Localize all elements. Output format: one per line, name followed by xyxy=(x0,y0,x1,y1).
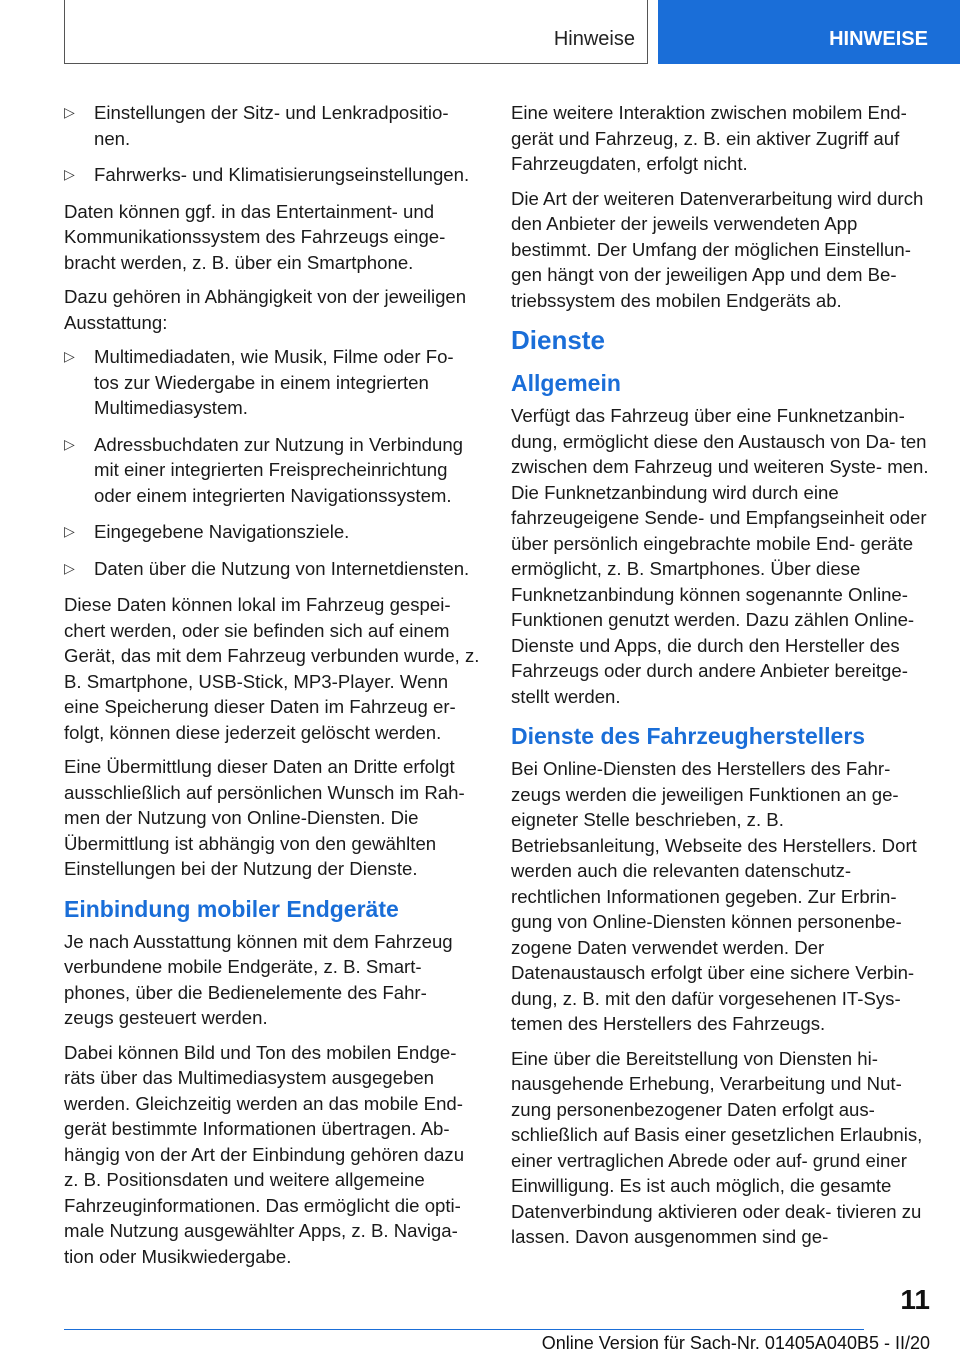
list-item-text: Multimediadaten, wie Musik, Filme oder Fo- tos zur Wiedergabe in einem integrierten Multimediasystem. xyxy=(94,346,454,418)
section-heading: Allgemein xyxy=(511,370,621,396)
paragraph: Eine Übermittlung dieser Daten an Dritte erfolgt ausschließlich auf persönlichen Wunsch im Rah- men der Nutzung von Online-Diensten. Die Übermittlung ist abhängig von den gewählten Einstellungen bei der Nutzung der Dienste. xyxy=(64,756,465,879)
paragraph: Eine über die Bereitstellung von Diensten hi- nausgehende Erhebung, Verarbeitung und Nut- zung personenbezogener Daten erfolgt aus- schließlich auf Basis einer gesetzlichen Erlaubnis, einer vertraglichen Abrede oder auf- grund einer Einwilligung. Es ist auch möglich, die gesamte Datenverbindung aktivieren oder deak- tivieren zu lassen. Davon ausgenommen sind ge- xyxy=(511,1047,923,1247)
page-number: 11 xyxy=(900,1284,930,1315)
list-item-text: Adressbuchdaten zur Nutzung in Verbindung mit einer integrierten Freisprecheinrichtung oder einem integrierten Navigationssystem. xyxy=(94,433,464,506)
paragraph: Eine weitere Interaktion zwischen mobilem End- gerät und Fahrzeug, z. B. ein aktiver Zugriff auf Fahrzeugdaten, erfolgt nicht. xyxy=(511,102,907,174)
list-item xyxy=(64,519,480,545)
footer-divider xyxy=(64,1329,864,1330)
paragraph: Die Art der weiteren Datenverarbeitung wird durch den Anbieter der jeweils verwendeten App bestimmt. Der Umfang der möglichen Einstellun- gen hängt von der jeweiligen App und dem Be- triebssystem des mobilen Endgeräts ab. xyxy=(511,187,924,311)
paragraph: Bei Online-Diensten des Herstellers des Fahr- zeugs werden die jeweiligen Funktionen an ge- eigneter Stelle beschrieben, z. B. Betriebsanleitung, Webseite des Herstellers. Dort werden auch die relevanten datenschutz- rechtlichen Informationen gegeben. Zur Erbrin- gung von Online-Diensten können personenbe- zogene Daten verwendet werden. Der Datenaustausch erfolgt über eine sichere Verbin- dung, z. B. mit den dafür vorgesehenen IT-Sys- temen des Herstellers des Fahrzeugs. xyxy=(511,758,917,1034)
list-item xyxy=(64,432,480,509)
header-box xyxy=(64,0,648,64)
list-item xyxy=(64,344,480,421)
online-version-label: Online Version für Sach-Nr. 01405A040B5 - II/20 xyxy=(541,1333,930,1353)
list-item xyxy=(64,100,480,151)
section-heading: Dienste des Fahrzeugherstellers xyxy=(511,723,866,749)
paragraph: Dabei können Bild und Ton des mobilen Endge- räts über das Multimediasystem ausgegeben werden. Gleichzeitig werden an das mobile End- gerät bestimmte Informationen übertragen. Ab- hängig von der Art der Einbindung gehören dazu z. B. Positionsdaten und weitere allgemeine Fahrzeuginformationen. Das ermöglicht die opti- male Nutzung ausgewählter Apps, z. B. Naviga- tion oder Musikwiedergabe. xyxy=(64,1041,465,1267)
triangle-bullet-icon: ▷ xyxy=(64,104,75,120)
list-item-text: Eingegebene Navigationsziele. xyxy=(94,521,350,542)
list-item-text: Fahrwerks- und Klimatisierungseinstellungen. xyxy=(94,164,470,185)
chapter-heading: Dienste xyxy=(511,325,605,355)
triangle-bullet-icon: ▷ xyxy=(64,523,75,539)
paragraph: Diese Daten können lokal im Fahrzeug gespei- chert werden, oder sie befinden sich auf einem Gerät, das mit dem Fahrzeug verbunden wurde, z. B. Smartphone, USB-Stick, MP3-Player. Wenn eine Speicherung dieser Daten im Fahrzeug er- folgt, können diese jederzeit gelöscht werden. xyxy=(64,594,480,743)
list-item-text: Einstellungen der Sitz- und Lenkradpositio- nen. xyxy=(94,102,449,149)
paragraph: Verfügt das Fahrzeug über eine Funknetzanbin- dung, ermöglicht diese den Austausch von Da- ten zwischen dem Fahrzeug und weiteren Syste- men. Die Funknetzanbindung wird durch eine fahrzeugeigene Sende- und Empfangseinheit oder über persönlich eingebrachte mobile End- geräte ermöglicht, z. B. Smartphones. Über diese Funknetzanbindung können sogenannte Online- Funktionen genutzt werden. Dazu zählen Online- Dienste und Apps, die durch den Hersteller des Fahrzeugs oder durch andere Anbieter bereitge- stellt werden. xyxy=(511,405,929,707)
list-item xyxy=(64,162,480,188)
section-tab: HINWEISE xyxy=(658,0,960,64)
triangle-bullet-icon: ▷ xyxy=(64,559,75,576)
right-column xyxy=(511,100,929,1259)
left-column xyxy=(64,100,480,1278)
section-heading: Einbindung mobiler Endgeräte xyxy=(64,895,399,922)
paragraph: Je nach Ausstattung können mit dem Fahrzeug verbundene mobile Endgeräte, z. B. Smart- phones, über die Bedienelemente des Fahr- zeugs gesteuert werden. xyxy=(64,930,453,1028)
section-label: Hinweise xyxy=(553,28,635,50)
list-item-text: Daten über die Nutzung von Internetdiensten. xyxy=(94,557,470,579)
triangle-bullet-icon: ▷ xyxy=(64,435,75,452)
list-item xyxy=(64,556,480,582)
paragraph: Daten können ggf. in das Entertainment- und Kommunikationssystem des Fahrzeugs einge- bracht werden, z. B. über ein Smartphone. xyxy=(64,200,446,273)
triangle-bullet-icon: ▷ xyxy=(64,348,75,364)
paragraph: Dazu gehören in Abhängigkeit von der jeweiligen Ausstattung: xyxy=(64,286,467,333)
triangle-bullet-icon: ▷ xyxy=(64,166,75,182)
